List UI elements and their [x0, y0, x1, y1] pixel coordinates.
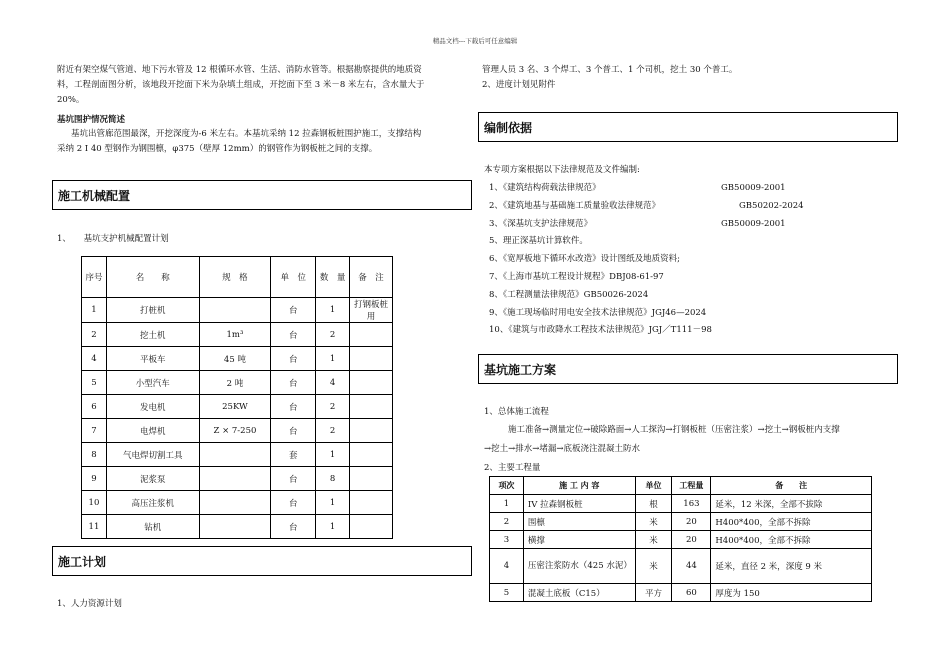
cell: 25KW [199, 395, 271, 419]
cell: 5 [490, 584, 524, 602]
cell: 10 [82, 491, 107, 515]
cell [199, 491, 271, 515]
cell: 打桩机 [106, 298, 199, 323]
header-unit: 单位 [635, 477, 672, 495]
cell: 8 [82, 443, 107, 467]
page-header-note: 精品文档---下载后可任意编辑 [432, 37, 518, 45]
table-row [490, 584, 872, 602]
list-item [489, 198, 889, 216]
intro-line: 料，工程剖面图分析，该地段开挖面下米为杂填土组成，开挖面下至 3 米－8 米左右，含水量大于 [57, 80, 425, 90]
intro-line: 20%。 [57, 95, 85, 105]
section-heading-basis: 编制依据 [478, 112, 898, 142]
flow-line: →挖土→排水→堵漏→底板浇注混凝土防水 [484, 444, 640, 454]
section-heading-scheme: 基坑施工方案 [478, 354, 898, 384]
cell: 米 [635, 549, 672, 584]
cell [199, 443, 271, 467]
cell: 1 [316, 515, 350, 539]
cell: 套 [271, 443, 316, 467]
header-name: 名 称 [106, 257, 199, 298]
cell: 米 [635, 513, 672, 531]
staffing-paragraph [482, 63, 902, 93]
cell [350, 419, 393, 443]
list-item: 9、《施工现场临时用电安全技术法律规范》JGJ46—2024 [489, 307, 707, 318]
flow-paragraph [484, 421, 896, 459]
table-row [490, 495, 872, 513]
cell: 米 [635, 531, 672, 549]
cell: 4 [82, 347, 107, 371]
cell [350, 347, 393, 371]
machinery-table [81, 256, 393, 539]
cell [350, 515, 393, 539]
table-row [82, 443, 393, 467]
table-header-row [490, 477, 872, 495]
support-line: 采纳 2 I 40 型钢作为钢围檩，φ375（壁厚 12mm）的钢管作为钢板桩之间的支撑。 [57, 144, 378, 154]
cell: 台 [271, 515, 316, 539]
list-item: 10、《建筑与市政降水工程技术法律规范》JGJ／T111－98 [489, 325, 712, 336]
cell: 挖土机 [106, 323, 199, 347]
table-row [82, 491, 393, 515]
section-heading-machinery: 施工机械配置 [52, 180, 472, 210]
cell: 台 [271, 323, 316, 347]
schedule-line: 2、进度计划见附件 [482, 80, 556, 90]
basis-intro: 本专项方案根据以下法律规范及文件编制: [484, 165, 640, 175]
table-row [82, 323, 393, 347]
cell [350, 371, 393, 395]
cell: 2 [82, 323, 107, 347]
header-content: 施 工 内 容 [523, 477, 635, 495]
cell: 2 [316, 419, 350, 443]
table-header-row [82, 257, 393, 298]
table-row [490, 549, 872, 584]
cell: Z × 7-250 [199, 419, 271, 443]
cell: 60 [672, 584, 711, 602]
cell: 台 [271, 371, 316, 395]
table-row [82, 395, 393, 419]
cell: 钻机 [106, 515, 199, 539]
cell: IV 拉森钢板桩 [523, 495, 635, 513]
cell: H400*400，全部不拆除 [711, 513, 872, 531]
cell: 1 [490, 495, 524, 513]
machinery-caption: 1、 基坑支护机械配置计划 [57, 234, 169, 244]
cell: 混凝土底板（C15） [523, 584, 635, 602]
table-row [82, 467, 393, 491]
cell [350, 467, 393, 491]
cell [199, 467, 271, 491]
cell: 台 [271, 491, 316, 515]
cell: H400*400，全部不拆除 [711, 531, 872, 549]
cell: 泥浆泵 [106, 467, 199, 491]
basis-item-code: GB50009-2001 [721, 218, 786, 229]
header-seq: 序号 [82, 257, 107, 298]
basis-item-code: GB50202-2024 [739, 200, 804, 211]
cell [199, 298, 271, 323]
cell: 延米，直径 2 米，深度 9 米 [711, 549, 872, 584]
table-row [490, 513, 872, 531]
cell [350, 491, 393, 515]
header-remark: 备 注 [350, 257, 393, 298]
cell: 厚度为 150 [711, 584, 872, 602]
cell: 横撑 [523, 531, 635, 549]
workload-title: 2、主要工程量 [484, 463, 541, 473]
basis-item-code: GB50009-2001 [721, 183, 786, 193]
intro-paragraph [57, 63, 467, 108]
cell: 20 [672, 531, 711, 549]
cell: 台 [271, 467, 316, 491]
table-row [82, 298, 393, 323]
cell: 高压注浆机 [106, 491, 199, 515]
header-item: 项次 [490, 477, 524, 495]
cell [350, 323, 393, 347]
cell: 3 [490, 531, 524, 549]
cell: 1 [82, 298, 107, 323]
list-item [489, 216, 889, 234]
cell: 打钢板桩用 [350, 298, 393, 323]
cell: 20 [672, 513, 711, 531]
header-quantity: 工程量 [672, 477, 711, 495]
cell: 气电焊切割工具 [106, 443, 199, 467]
cell: 45 吨 [199, 347, 271, 371]
table-row [490, 531, 872, 549]
cell: 11 [82, 515, 107, 539]
cell: 6 [82, 395, 107, 419]
cell: 平方 [635, 584, 672, 602]
basis-list [489, 180, 889, 340]
cell: 163 [672, 495, 711, 513]
cell: 压密注浆防水（425 水泥） [523, 549, 635, 584]
staffing-line: 管理人员 3 名、3 个焊工、3 个普工、1 个司机，挖土 30 个普工。 [482, 65, 738, 75]
intro-line: 附近有架空煤气管道、地下污水管及 12 根循环水管、生活、消防水管等。根据勘察提供的地质资 [57, 65, 422, 75]
cell: 电焊机 [106, 419, 199, 443]
plan-caption: 1、人力资源计划 [57, 599, 122, 609]
workload-table [489, 476, 872, 602]
table-row [82, 515, 393, 539]
cell: 9 [82, 467, 107, 491]
cell: 5 [82, 371, 107, 395]
header-unit: 单 位 [271, 257, 316, 298]
cell: 台 [271, 419, 316, 443]
basis-item-text: 1、《建筑结构荷载法律规范》 [489, 183, 601, 193]
flow-line: 施工准备→测量定位→破除路面→人工探沟→打钢板桩（压密注浆）→挖土→钢板桩内支撑 [508, 425, 840, 435]
cell: 8 [316, 467, 350, 491]
list-item: 8、《工程测量法律规范》GB50026-2024 [489, 289, 649, 300]
cell: 2 吨 [199, 371, 271, 395]
list-item: 6、《宽厚板地下循环水改造》设计图纸及地质资料; [489, 254, 681, 265]
header-spec: 规 格 [199, 257, 271, 298]
cell: 台 [271, 347, 316, 371]
basis-item-text: 2、《建筑地基与基础施工质量验收法律规范》 [489, 200, 661, 211]
support-paragraph [57, 127, 467, 157]
cell: 1m³ [199, 323, 271, 347]
cell: 发电机 [106, 395, 199, 419]
cell: 延米，12 米深，全部不拔除 [711, 495, 872, 513]
table-row [82, 371, 393, 395]
cell [199, 515, 271, 539]
cell: 44 [672, 549, 711, 584]
list-item: 7、《上海市基坑工程设计规程》DBJ08-61-97 [489, 271, 664, 282]
cell: 根 [635, 495, 672, 513]
cell: 2 [316, 323, 350, 347]
header-qty: 数 量 [316, 257, 350, 298]
cell: 1 [316, 491, 350, 515]
flow-title: 1、总体施工流程 [484, 407, 549, 417]
cell: 平板车 [106, 347, 199, 371]
cell: 1 [316, 347, 350, 371]
cell: 2 [316, 395, 350, 419]
basis-item-text: 3、《深基坑支护法律规范》 [489, 218, 593, 229]
cell: 4 [316, 371, 350, 395]
cell: 台 [271, 395, 316, 419]
list-item: 5、理正深基坑计算软件。 [489, 236, 588, 247]
cell [350, 395, 393, 419]
section-heading-plan: 施工计划 [52, 546, 472, 576]
table-row [82, 347, 393, 371]
cell: 2 [490, 513, 524, 531]
header-remark: 备 注 [711, 477, 872, 495]
support-line: 基坑出管廊范围最深，开挖深度为-6 米左右。本基坑采纳 12 拉森钢板桩围护施工，支撑结构 [71, 129, 422, 139]
cell: 1 [316, 298, 350, 323]
cell [350, 443, 393, 467]
cell: 小型汽车 [106, 371, 199, 395]
support-subheading: 基坑围护情况简述 [57, 115, 126, 125]
cell: 台 [271, 298, 316, 323]
cell: 4 [490, 549, 524, 584]
table-row [82, 419, 393, 443]
list-item [489, 180, 889, 198]
cell: 1 [316, 443, 350, 467]
cell: 7 [82, 419, 107, 443]
cell: 围檩 [523, 513, 635, 531]
